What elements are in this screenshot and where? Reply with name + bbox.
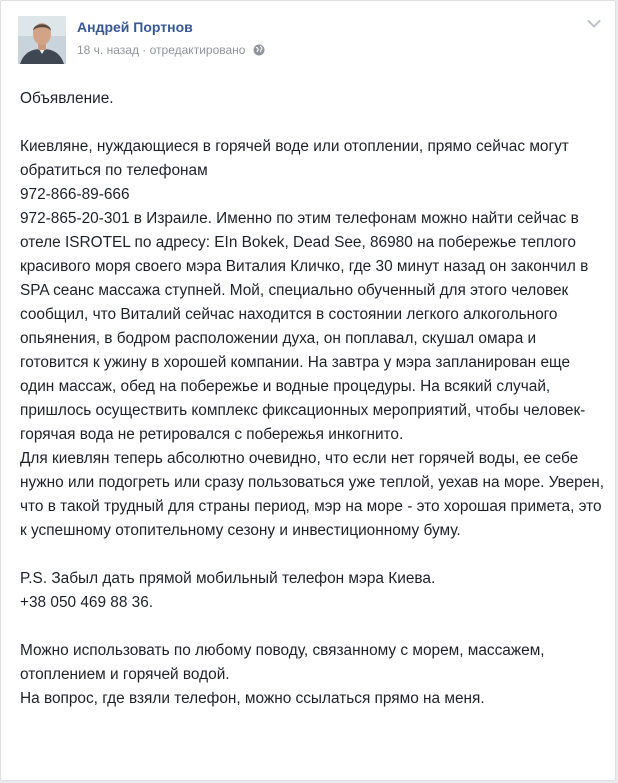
post-paragraph: P.S. Забыл дать прямой мобильный телефон мэра Киева. +38 050 469 88 36. <box>20 570 436 611</box>
meta-separator: · <box>142 42 147 57</box>
post-timestamp[interactable]: 18 ч. назад <box>77 42 139 57</box>
post-paragraph: Можно использовать по любому поводу, связанному с морем, массажем, отоплением и горячей водой. На вопрос, где взяли телефон, можно ссылаться прямо на меня. <box>20 642 545 707</box>
edited-label[interactable]: отредактировано <box>149 42 246 57</box>
post-paragraph: Киевляне, нуждающиеся в горячей воде или отоплении, прямо сейчас могут обратиться по телефонам 972-866-89-666 972-865-20-301 в Израиле. Именно по этим телефонам можно найти сейчас в отеле ISROTEL по адресу: EIn Bokek, Dead See, 86980 на побережье теплого красивого моря своего мэра Виталия Кличко, где 30 минут назад он закончил в SPA сеанс массажа ступней. Мой, специально обученный для этого человек сообщил, что Виталий сейчас находится в состоянии легкого алкогольного опьянения, в бодром расположении духа, он поплавал, скушал омара и готовится к ужину в хорошей компании. На завтра у мэра запланирован еще один массаж, обед на побережье и водные процедуры. На всякий случай, пришлось осуществить комплекс фиксационных мероприятий, чтобы человек-горячая вода не ретировался с побережья инкогнито. Для киевлян теперь абсолютно очевидно, что если нет горячей воды, ее себе нужно или подогреть или сразу пользоваться уже теплой, уехав на море. Уверен, что в такой трудный для страны период, мэр на море - это хорошая примета, это к успешному отопительному сезону и инвестиционному буму. <box>20 138 605 539</box>
post-body <box>20 87 605 711</box>
chevron-down-icon[interactable] <box>587 19 601 29</box>
post-paragraph: Объявление. <box>20 90 114 107</box>
avatar[interactable] <box>18 16 66 64</box>
globe-icon[interactable] <box>253 44 265 56</box>
author-name[interactable]: Андрей Портнов <box>77 19 193 35</box>
post-meta <box>77 41 265 58</box>
